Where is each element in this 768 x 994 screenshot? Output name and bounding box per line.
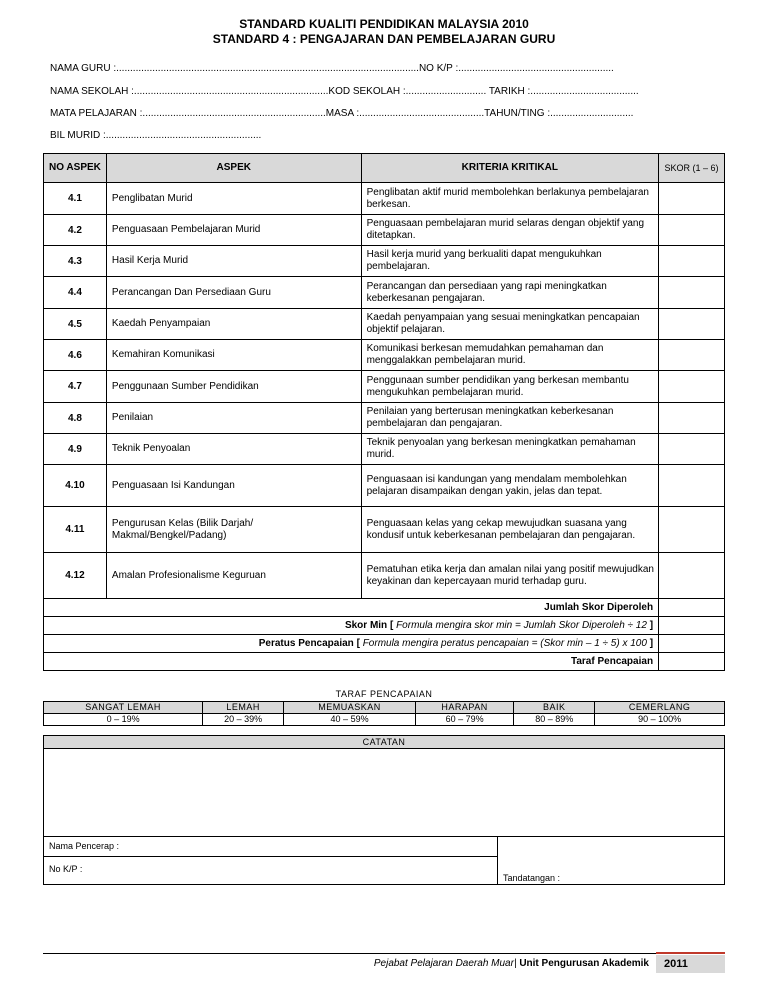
table-row bbox=[44, 434, 725, 465]
footer-year: 2011 bbox=[656, 955, 725, 973]
kriteria-text: Penguasaan isi kandungan yang mendalam membolehkan pelajaran disampaikan dengan yakin, jelas dan tepat. bbox=[361, 465, 658, 507]
footer-accent bbox=[656, 952, 725, 954]
skor-cell[interactable] bbox=[659, 465, 725, 507]
skor-cell[interactable] bbox=[659, 246, 725, 277]
kriteria-text: Pematuhan etika kerja dan amalan nilai yang positif mewujudkan keyakinan dan kepercayaan murid terhadap guru. bbox=[361, 553, 658, 599]
kriteria-text: Perancangan dan persediaan yang rapi meningkatkan keberkesanan pengajaran. bbox=[361, 277, 658, 309]
jumlah-skor-cell[interactable] bbox=[659, 599, 725, 617]
bil-murid-field[interactable]: BIL MURID :........................................................ bbox=[50, 130, 262, 141]
taraf-range: 90 – 100% bbox=[595, 714, 725, 726]
skor-cell[interactable] bbox=[659, 277, 725, 309]
aspek-number: 4.4 bbox=[44, 277, 107, 309]
no-kp-field[interactable]: No K/P : bbox=[44, 856, 498, 885]
aspek-name: Penguasaan Pembelajaran Murid bbox=[106, 215, 361, 246]
taraf-range: 80 – 89% bbox=[514, 714, 595, 726]
taraf-level: SANGAT LEMAH bbox=[44, 702, 203, 714]
aspek-number: 4.11 bbox=[44, 507, 107, 553]
document-title: STANDARD KUALITI PENDIDIKAN MALAYSIA 2010 bbox=[239, 17, 529, 31]
kriteria-text: Penguasaan kelas yang cekap mewujudkan suasana yang kondusif untuk keberkesanan pembelajaran dan pengajaran. bbox=[361, 507, 658, 553]
kriteria-text: Hasil kerja murid yang berkualiti dapat mengukuhkan pembelajaran. bbox=[361, 246, 658, 277]
taraf-pencapaian-cell[interactable] bbox=[659, 653, 725, 671]
footer-divider bbox=[43, 953, 725, 954]
catatan-area[interactable] bbox=[44, 749, 724, 835]
kriteria-text: Teknik penyoalan yang berkesan meningkatkan pemahaman murid. bbox=[361, 434, 658, 465]
aspek-name: Kaedah Penyampaian bbox=[106, 309, 361, 340]
aspek-number: 4.3 bbox=[44, 246, 107, 277]
peratus-label: Peratus Pencapaian [ Formula mengira peratus pencapaian = (Skor min – 1 ÷ 5) x 100 ] bbox=[44, 635, 659, 653]
aspek-name: Pengurusan Kelas (Bilik Darjah/ Makmal/Bengkel/Padang) bbox=[106, 507, 361, 553]
aspek-number: 4.6 bbox=[44, 340, 107, 371]
aspek-number: 4.9 bbox=[44, 434, 107, 465]
taraf-range: 0 – 19% bbox=[44, 714, 203, 726]
header-aspek: ASPEK bbox=[106, 154, 361, 183]
header-kriteria: KRITERIA KRITIKAL bbox=[361, 154, 658, 183]
taraf-level: CEMERLANG bbox=[595, 702, 725, 714]
aspek-name: Penggunaan Sumber Pendidikan bbox=[106, 371, 361, 403]
table-row bbox=[44, 403, 725, 434]
aspek-number: 4.5 bbox=[44, 309, 107, 340]
aspek-name: Penguasaan Isi Kandungan bbox=[106, 465, 361, 507]
table-row bbox=[44, 371, 725, 403]
tandatangan-field[interactable]: Tandatangan : bbox=[498, 836, 724, 885]
aspek-name: Penilaian bbox=[106, 403, 361, 434]
assessment-table bbox=[43, 153, 725, 671]
kriteria-text: Kaedah penyampaian yang sesuai meningkatkan pencapaian objektif pelajaran. bbox=[361, 309, 658, 340]
table-row bbox=[44, 553, 725, 599]
aspek-number: 4.2 bbox=[44, 215, 107, 246]
document-subtitle: STANDARD 4 : PENGAJARAN DAN PEMBELAJARAN GURU bbox=[212, 32, 556, 46]
skor-cell[interactable] bbox=[659, 183, 725, 215]
aspek-name: Perancangan Dan Persediaan Guru bbox=[106, 277, 361, 309]
aspek-number: 4.12 bbox=[44, 553, 107, 599]
kriteria-text: Penilaian yang berterusan meningkatkan keberkesanan pembelajaran dan pengajaran. bbox=[361, 403, 658, 434]
jumlah-skor-label: Jumlah Skor Diperoleh bbox=[44, 599, 659, 617]
skor-cell[interactable] bbox=[659, 553, 725, 599]
skor-cell[interactable] bbox=[659, 309, 725, 340]
table-row bbox=[44, 465, 725, 507]
table-row bbox=[44, 507, 725, 553]
aspek-name: Penglibatan Murid bbox=[106, 183, 361, 215]
kriteria-text: Penglibatan aktif murid membolehkan berlakunya pembelajaran berkesan. bbox=[361, 183, 658, 215]
skor-cell[interactable] bbox=[659, 507, 725, 553]
peratus-cell[interactable] bbox=[659, 635, 725, 653]
table-row bbox=[44, 246, 725, 277]
aspek-number: 4.7 bbox=[44, 371, 107, 403]
nama-pencerap-field[interactable]: Nama Pencerap : bbox=[44, 836, 498, 856]
taraf-level: LEMAH bbox=[203, 702, 284, 714]
taraf-table bbox=[43, 701, 725, 726]
aspek-name: Amalan Profesionalisme Keguruan bbox=[106, 553, 361, 599]
aspek-number: 4.8 bbox=[44, 403, 107, 434]
skor-cell[interactable] bbox=[659, 371, 725, 403]
taraf-range: 60 – 79% bbox=[415, 714, 513, 726]
table-row bbox=[44, 277, 725, 309]
aspek-name: Hasil Kerja Murid bbox=[106, 246, 361, 277]
table-row bbox=[44, 183, 725, 215]
taraf-range: 20 – 39% bbox=[203, 714, 284, 726]
catatan-box bbox=[43, 735, 725, 885]
aspek-number: 4.1 bbox=[44, 183, 107, 215]
taraf-pencapaian-label: Taraf Pencapaian bbox=[44, 653, 659, 671]
taraf-level: HARAPAN bbox=[415, 702, 513, 714]
footer-text: Pejabat Pelajaran Daerah Muar| Unit Pengurusan Akademik bbox=[373, 958, 649, 969]
skor-cell[interactable] bbox=[659, 403, 725, 434]
skor-min-cell[interactable] bbox=[659, 617, 725, 635]
header-skor: SKOR (1 – 6) bbox=[659, 154, 725, 183]
aspek-number: 4.10 bbox=[44, 465, 107, 507]
aspek-name: Kemahiran Komunikasi bbox=[106, 340, 361, 371]
aspek-name: Teknik Penyoalan bbox=[106, 434, 361, 465]
taraf-level: MEMUASKAN bbox=[284, 702, 416, 714]
nama-sekolah-field[interactable]: NAMA SEKOLAH :......................................................................KOD SEKOLAH :............................. TARIKH :....................................... bbox=[50, 86, 639, 97]
taraf-title: TARAF PENCAPAIAN bbox=[335, 689, 433, 699]
table-row bbox=[44, 309, 725, 340]
skor-min-label: Skor Min [ Formula mengira skor min = Jumlah Skor Diperoleh ÷ 12 ] bbox=[44, 617, 659, 635]
taraf-level: BAIK bbox=[514, 702, 595, 714]
header-no-aspek: NO ASPEK bbox=[44, 154, 107, 183]
nama-guru-field[interactable]: NAMA GURU :.............................................................................................................NO K/P :........................................................ bbox=[50, 63, 614, 74]
kriteria-text: Penguasaan pembelajaran murid selaras dengan objektif yang ditetapkan. bbox=[361, 215, 658, 246]
kriteria-text: Komunikasi berkesan memudahkan pemahaman dan menggalakkan pembelajaran murid. bbox=[361, 340, 658, 371]
skor-cell[interactable] bbox=[659, 340, 725, 371]
catatan-title: CATATAN bbox=[44, 736, 724, 749]
taraf-range: 40 – 59% bbox=[284, 714, 416, 726]
kriteria-text: Penggunaan sumber pendidikan yang berkesan membantu mengukuhkan pembelajaran murid. bbox=[361, 371, 658, 403]
skor-cell[interactable] bbox=[659, 434, 725, 465]
mata-pelajaran-field[interactable]: MATA PELAJARAN :..................................................................MASA :.............................................TAHUN/TING :.............................. bbox=[50, 108, 634, 119]
table-row bbox=[44, 215, 725, 246]
skor-cell[interactable] bbox=[659, 215, 725, 246]
table-row bbox=[44, 340, 725, 371]
